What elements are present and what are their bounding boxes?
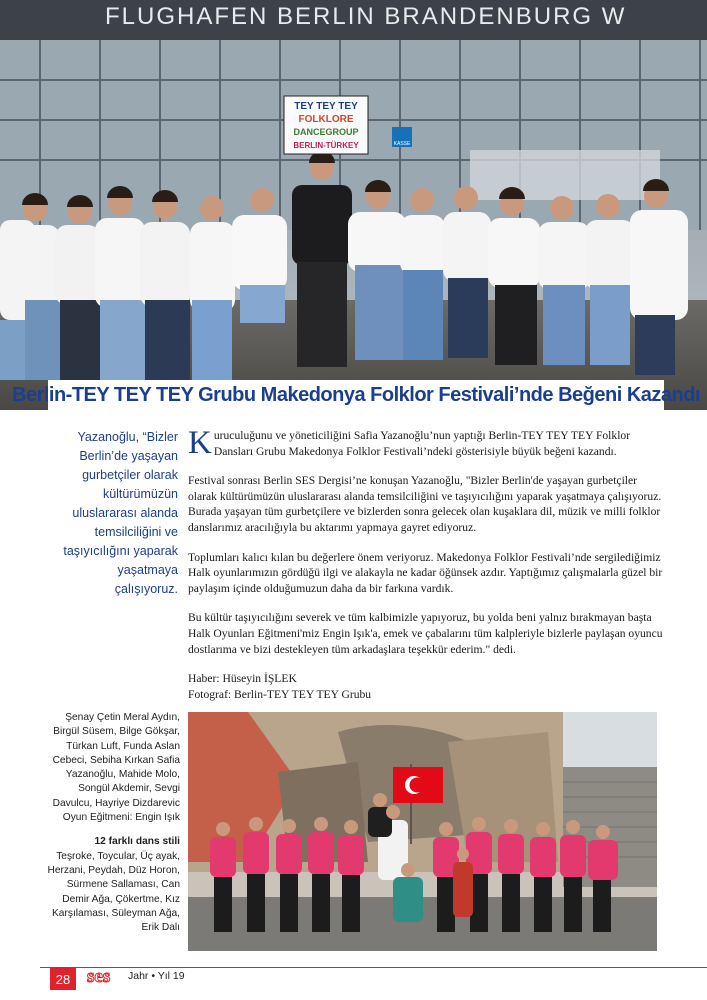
caption-names: Şenay Çetin Meral Aydın, Birgül Süsem, Bilge Gökşar, Türkan Luft, Funda Aslan Cebeci, Sebiha Kırkan Safia Yazanoğlu, Mahide Molo, Songül Akdemir, Sevgi Davulcu, Hayriye Dizdarevic Oyun Eğitmeni: Engin Işık [52, 712, 180, 824]
caption-dances: Teşroke, Toycular, Üç ayak, Herzani, Peydah, Düz Horon, Sürmene Sallaması, Can Demir Ağa, Çökertme, Kız Karşılaması, Süleyman Ağa, Erik Dalı [47, 850, 180, 934]
folk-dance-group-photo [188, 712, 657, 951]
drop-cap: K [188, 425, 212, 461]
paragraph-1-text: uruculuğunu ve yöneticiliğini Safia Yazanoğlu’nun yaptığı Berlin-TEY TEY TEY Folklor Dansları Grubu Makedonya Folklor Festivali’ndeki gösterisiyle büyük beğeni kazandı. [213, 429, 631, 458]
photo-credit: Fotograf: Berlin-TEY TEY TEY Grubu [188, 687, 372, 701]
page-number: 28 [50, 968, 76, 990]
reporter-credit: Haber: Hüseyin İŞLEK [188, 672, 297, 686]
article-body [188, 425, 663, 702]
airport-group-photo [0, 0, 707, 410]
article-paragraph-4: Bu kültür taşıyıcılığını severek ve tüm kalbimizle yapıyoruz, bu yolda beni yalnız bırakmayan başta Halk Oyunları Eğitmeni'miz Engin Işık'a, emek ve çabalarını tüm kalpleriyle bizlerle paylaşan oyuncu dostlarıma ve bizi destekleyen tüm arkadaşlara teşekkür ederim." dedi. [188, 611, 663, 656]
article-headline: Berlin-TEY TEY TEY Grubu Makedonya Folklor Festivali’nde Beğeni Kazandı [12, 383, 700, 406]
placard-line-1: TEY TEY TEY [294, 101, 358, 112]
ses-logo-icon [87, 966, 123, 986]
logo-text: ses [87, 966, 111, 986]
placard-line-3: DANCEGROUP [293, 127, 359, 137]
issue-label: Jahr • Yıl 19 [128, 970, 185, 982]
pull-quote: Yazanoğlu, “Bizler Berlin’de yaşayan gurbetçiler olarak kültürümüzün uluslararası alanda temsilciliğini ve taşıyıcılığını yaparak yaşatmaya çalışıyoruz. [63, 430, 178, 596]
article-paragraph-1 [188, 425, 663, 461]
caption-dances-title: 12 farklı dans stili [94, 836, 180, 848]
performance-photo [188, 712, 657, 951]
airport-sign-text: FLUGHAFEN BERLIN BRANDENBURG W [105, 3, 627, 30]
placard-line-2: FOLKLORE [298, 114, 354, 125]
header-photo [0, 0, 707, 410]
kasse-sign-text: KASSE [393, 141, 411, 147]
photo-caption [40, 711, 180, 935]
headline-bar [12, 380, 700, 410]
article-paragraph-3: Toplumları kalıcı kılan bu değerlere önem veriyoruz. Makedonya Folklor Festivali’nde sergilediğimiz Halk oyunlarımızın gördüğü ilgi ve alakayla ne kadar öğünsek azdır. Yaptığımız çalışmalarla güzel bir paylaşım içinde olduğumuzun daha da bir farkına vardık. [188, 550, 663, 595]
footer-rule [40, 967, 707, 968]
placard-line-4: BERLIN-TÜRKEY [293, 141, 359, 150]
article-paragraph-2: Festival sonrası Berlin SES Dergisi’ne konuşan Yazanoğlu, "Bizler Berlin'de yaşayan gurbetçiler olarak kültürümüzün uluslararası alanda temsilciliğini ve taşıyıcılığını yaparak yaşatmaya çalışıyoruz. Burada yaşayan tüm gurbetçilere ve bizlerden sonra gelecek olan kuşaklara dil, müzik ve milli folklor danslarımız aracılığıyla bu aktarımı yapmaya gayret ediyoruz. [188, 474, 662, 534]
